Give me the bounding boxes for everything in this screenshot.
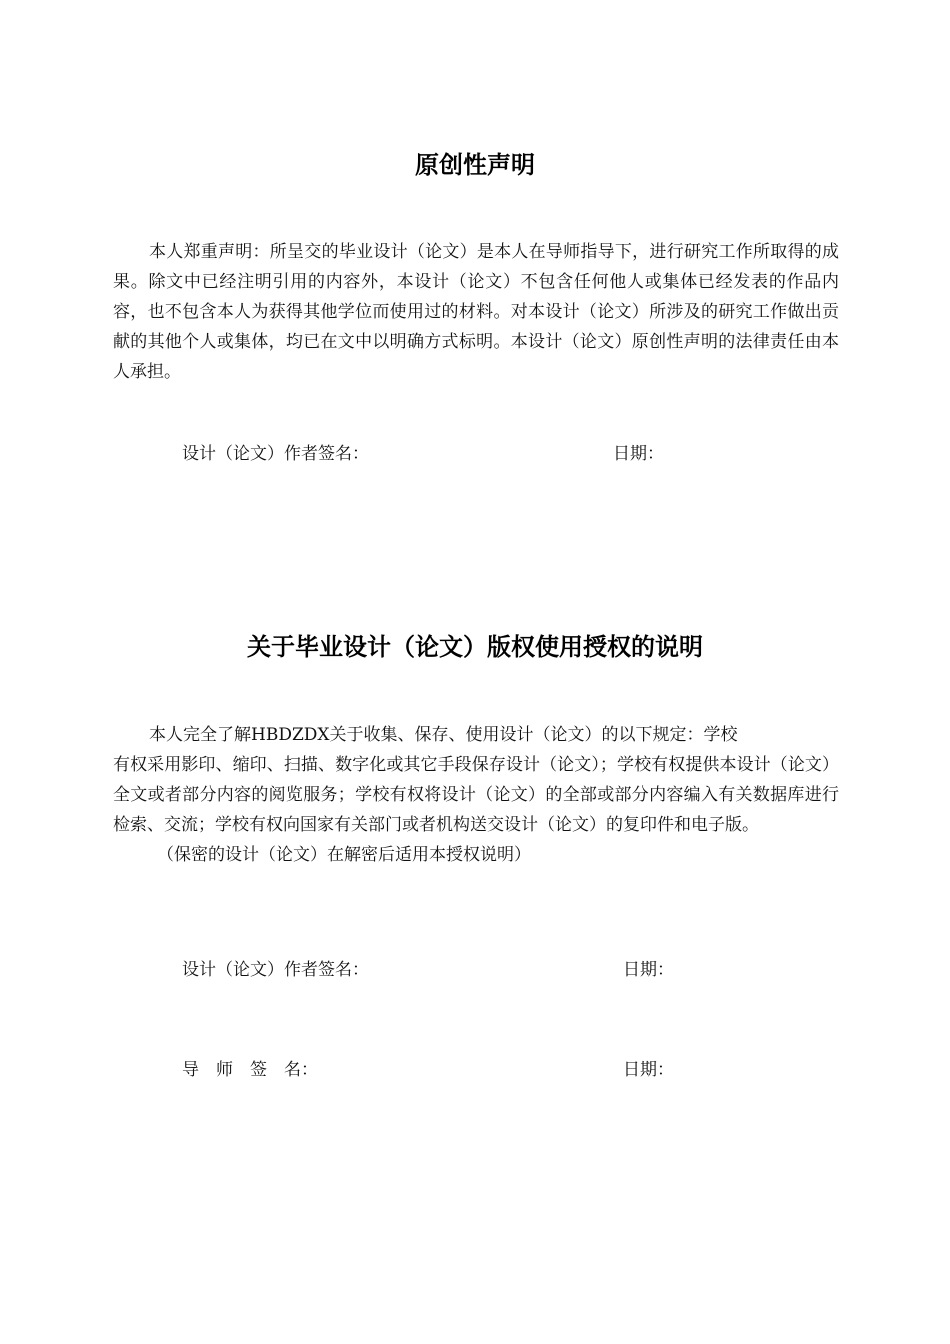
authorization-paragraph: 有权采用影印、缩印、扫描、数字化或其它手段保存设计（论文）；学校有权提供本设计（论文）全文或者部分内容的阅览服务；学校有权将设计（论文）的全部或部分内容编入有关数据库进行检索、交流；学校有权向国家有关部门或者机构送交设计（论文）的复印件和电子版。 [113,755,839,835]
authorization-body [113,720,839,870]
advisor-date-label: 日期： [623,1060,674,1080]
authorization-note: （保密的设计（论文）在解密后适用本授权说明） [157,845,531,865]
authorization-title: 关于毕业设计（论文）版权使用授权的说明 [247,633,703,661]
declaration-date-label: 日期： [613,444,664,464]
authorization-first-line: 本人完全了解HBDZDX关于收集、保存、使用设计（论文）的以下规定：学校 [149,725,738,745]
declaration-author-signature-label: 设计（论文）作者签名： [182,444,369,464]
authorization-author-signature-label: 设计（论文）作者签名： [182,960,369,980]
declaration-title: 原创性声明 [415,151,535,179]
authorization-author-date-label: 日期： [623,960,674,980]
advisor-signature-label: 导 师 签 名： [182,1060,318,1080]
declaration-paragraph: 本人郑重声明：所呈交的毕业设计（论文）是本人在导师指导下，进行研究工作所取得的成果。除文中已经注明引用的内容外，本设计（论文）不包含任何他人或集体已经发表的作品内容，也不包含本人为获得其他学位而使用过的材料。对本设计（论文）所涉及的研究工作做出贡献的其他个人或集体，均已在文中以明确方式标明。本设计（论文）原创性声明的法律责任由本人承担。 [113,242,839,382]
declaration-body [113,237,839,387]
